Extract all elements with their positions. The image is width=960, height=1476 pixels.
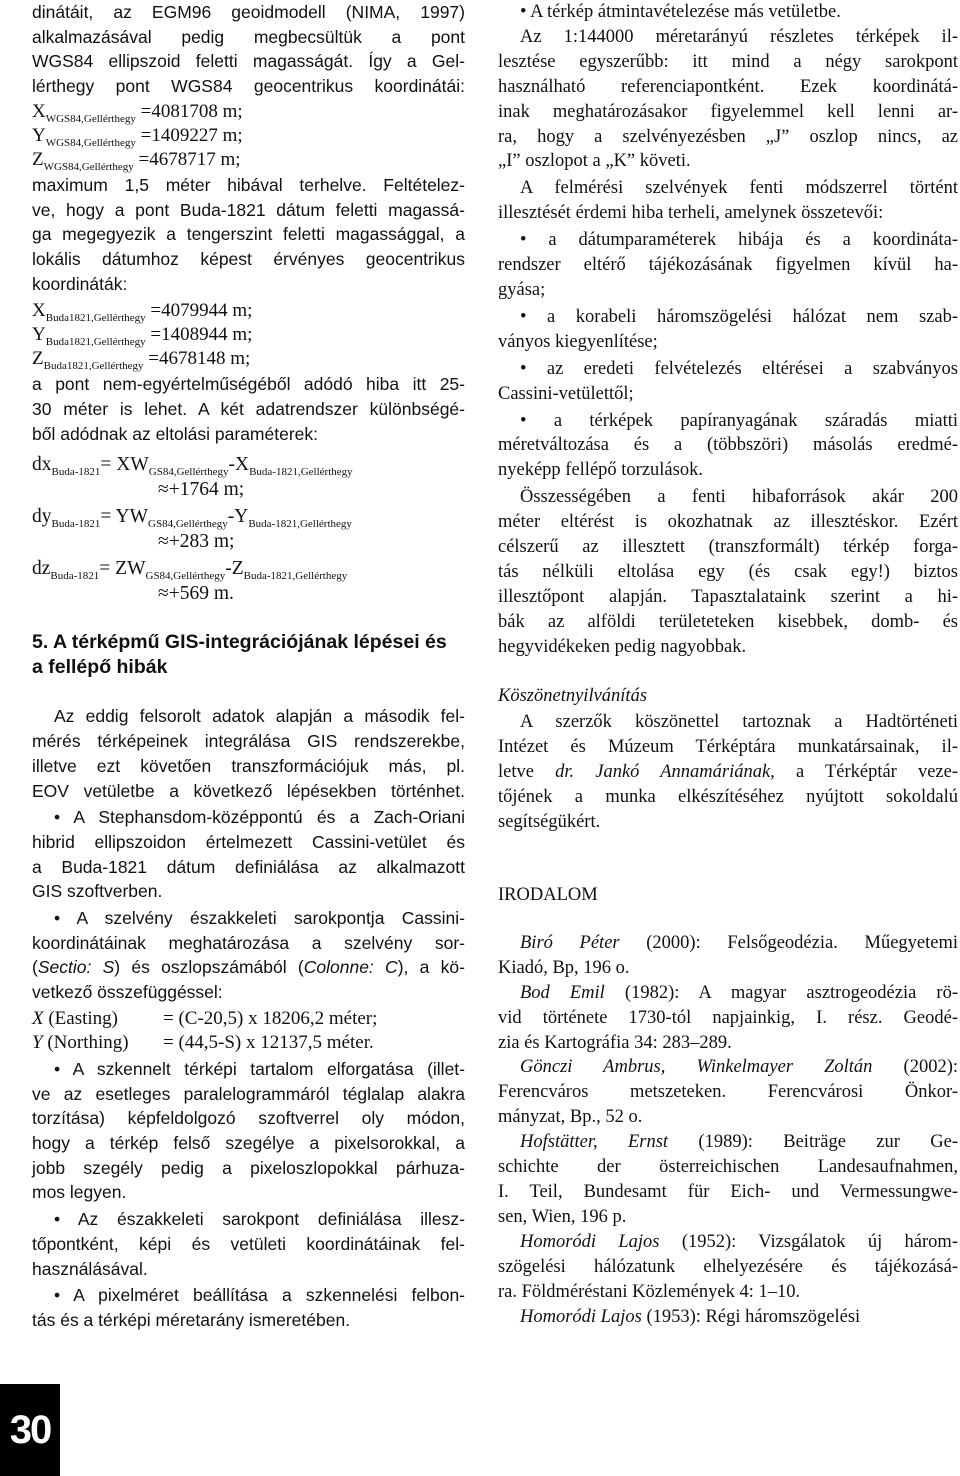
text-line: Kiadó, Bp, 196 o. [498,957,630,978]
text-line: ga megegyezik a tengerszint feletti magassággal, a [32,224,465,245]
bullet-corner-coordinates [32,906,465,1005]
text-line: WGS84 ellipszoid feletti magasságát. Így a Gel- [32,51,465,72]
text-line: illesztését érdemi hiba terheli, amelynek összetevői: [498,203,884,224]
eq-subscript: GS84,Gellérthegy [148,518,228,531]
text-line: hegyvidékeken pedig nagyobbak. [498,636,747,657]
dx-approx: ≈+1764 m; [158,479,245,501]
text-line: vetkező összefüggéssel: [32,982,223,1003]
eq-subscript: GS84,Gellérthegy [148,466,229,479]
section-heading [32,630,465,680]
coord-symbol: Z [32,148,44,170]
text-line: koordináták: [32,273,128,294]
bullet-survey-deviation [498,357,958,407]
text-line: Intézet és Múzeum Térképtára munkatársainak, il- [498,737,958,758]
coord-subscript: Buda1821,Gellérthegy [43,360,144,373]
text-line: alkalmazásával pedig megbecsültük a pont [32,26,465,47]
text-line: Ferencváros metszeteken. Ferencvárosi Önkor- [498,1082,958,1103]
eq-term: -Z [225,558,244,580]
buda-z [32,348,465,373]
text-line [498,1055,958,1080]
text-line [498,1130,958,1155]
text-line: hibrid ellipszoidon értelmezett Cassini-vetület és [32,831,465,852]
text-line: mányzat, Bp., 52 o. [498,1107,643,1128]
summary-paragraph [498,485,958,659]
text-line: ve, hogy a pont Buda-1821 dátum feletti magassá- [32,199,465,220]
text-line: • Az északkeleti sarokpont definiálása illesz- [54,1209,465,1230]
reference-text: (2000): Felsőgeodézia. Műegyetemi [619,932,958,953]
bullet-pixel-size [32,1283,465,1332]
eq-subscript: Buda-1821,Gellérthegy [243,570,348,583]
coord-subscript: Buda1821,Gellérthegy [45,336,146,349]
coord-subscript: Buda1821,Gellérthegy [45,312,146,325]
text-line: célszerű az illesztett (transzformált) térkép forga- [498,537,958,558]
heading-line: 5. A térképmű GIS-integrációjának lépései és [32,631,447,654]
reference-entry [498,931,958,981]
formula-variable: Y [32,1031,43,1053]
eq-subscript: Buda-1821 [51,518,101,531]
reference-text: (1989): Beiträge zur Ge- [668,1132,958,1153]
acknowledgements-paragraph [498,710,958,835]
error-sources-intro [498,176,958,226]
text-line: tőpontként, képi és vetületi koordinátáinak fel- [32,1233,465,1254]
text-line [498,760,958,785]
text-line: koordinátáinak meghatározása a szelvény sor- [32,932,465,953]
text-line: ből adódnak az eltolási paraméterek: [32,423,319,444]
text-line: Az eddig felsorolt adatok alapján a második fel- [54,706,465,727]
text-line: szögelési hálózatunk elhelyezésére és tájékozásá- [498,1256,958,1277]
wgs84-coordinates [32,101,465,171]
coord-value: =4678717 m; [138,148,241,170]
mid-paragraph [32,173,465,297]
reference-author: Biró Péter [520,932,620,953]
reference-text: (1982): A magyar asztrogeodézia rö- [604,982,958,1003]
dz-equation [32,556,465,581]
reference-author: Bod Emil [520,982,605,1003]
text-line: I. Teil, Bundesamt für Eich- und Vermessungwe- [498,1181,958,1202]
text-line: bák az alföldi területeteken kisebbek, domb- és [498,611,958,632]
reference-entry [498,1230,958,1305]
section-intro-paragraph [32,704,465,803]
text-line: inak meghatározásakor figyelemmel kell lenni ar- [498,101,958,122]
acknowledgements-title: Köszönetnyilvánítás [498,685,648,706]
text-span: letve [498,762,556,783]
northing-formula [32,1031,465,1055]
text-span: ) és oszlopszámából ( [114,957,304,978]
text-line: torzítása) képfeldolgozó szoftverrel oly módon, [32,1108,465,1129]
bullet-datum-error [498,228,958,303]
text-span: a Térképtár veze- [774,762,959,783]
reference-author: Gönczi Ambrus, Winkelmayer Zoltán [520,1057,873,1078]
text-line: vid története 1730-tól napjainkig, I. rész. Geodé- [498,1007,958,1028]
left-column [32,0,465,1333]
text-line: GIS szoftverben. [32,881,163,902]
reference-entry [498,981,958,1056]
text-line: • A szkennelt térképi tartalom elforgatása (illet- [54,1058,465,1079]
bullet-resampling [498,0,958,25]
eq-lhs: dy [32,506,52,528]
detailed-maps-paragraph [498,25,958,174]
easting-formula [32,1007,465,1031]
coord-value: =1409227 m; [140,124,243,146]
italic-term: Colonne: C [303,957,398,978]
eq-subscript: Buda-1821 [50,570,100,583]
text-line: hogy a térkép felső szegélye a pixelsorokkal, a [32,1132,465,1153]
eq-subscript: Buda-1821 [51,466,101,479]
text-line: a Buda-1821 dátum definiálása az alkalmazott [32,856,465,877]
text-line: • az eredeti felvételezés eltérései a szabványos [520,358,958,379]
coord-value: =1408944 m; [150,324,253,346]
eq-term: = XW [100,454,149,476]
text-line: dinátáit, az EGM96 geoidmodell (NIMA, 1997) [32,2,465,22]
text-line: „I” oszlopot a „K” követi. [498,151,691,172]
text-span: ( [32,957,38,978]
references-title: IRODALOM [498,885,598,905]
eq-subscript: Buda-1821,Gellérthegy [249,466,353,479]
text-line: mos legyen. [32,1182,127,1203]
buda1821-coordinates [32,300,465,373]
text-line: EOV vetületbe a következő lépésekben történhet. [32,780,465,801]
text-line [498,981,958,1006]
buda-y [32,324,465,349]
eq-term: = ZW [99,558,146,580]
text-line: gyása; [498,279,546,300]
reference-text: (1952): Vizsgálatok új három- [659,1231,958,1252]
page-number: 30 [0,1384,60,1476]
coord-subscript: WGS84,Gellérthegy [43,160,134,173]
text-line: ra. Földméréstani Közlemények 4: 1–10. [498,1281,801,1302]
text-line: • A térkép átmintavételezése más vetületbe. [520,2,841,22]
cassini-formulas [32,1007,465,1055]
reference-entry [498,1130,958,1230]
text-line: • A pixelméret beállítása a szkennelési felbon- [54,1285,465,1306]
bullet-rotation [32,1057,465,1205]
text-line: tás nélküli eltolása egy (és csak egy!) biztos [498,561,958,582]
text-line: méter eltérést is okozhatnak az illesztéskor. Ezért [498,512,958,533]
coord-subscript: WGS84,Gellérthegy [45,136,136,149]
reference-author: Homoródi Lajos [520,1231,660,1252]
italic-name: dr. Jankó Annamáriának, [555,762,775,783]
heading-line: a fellépő hibák [32,656,168,679]
eq-lhs: dx [32,454,52,476]
text-line: lérthegy pont WGS84 geocentrikus koordinátái: [32,76,465,97]
text-line: jobb szegély pedig a pixeloszlopokkal párhuza- [32,1157,465,1178]
wgs84-x [32,101,465,123]
dz-approx: ≈+569 m. [158,583,234,605]
dy-equation [32,504,465,529]
coord-subscript: WGS84,Gellérthegy [45,112,136,125]
text-line: A szerzők köszönettel tartoznak a Hadtörténeti [520,712,958,733]
buda-x [32,300,465,325]
text-line: rendszer eltérő tájékozásának figyelmen kívül ha- [498,255,958,276]
formula-variable: X [32,1007,44,1029]
text-line: 30 méter is lehet. A két adatrendszer különbségé- [32,399,465,420]
eq-term: = YW [100,506,149,528]
text-line: lokális dátumhoz képest érvényes geocentrikus [32,248,465,269]
text-line: zia és Kartográfia 34: 283–289. [498,1032,732,1053]
text-line: A felmérési szelvények fenti módszerrel történt [520,178,958,199]
eq-subscript: Buda-1821,Gellérthegy [248,518,352,531]
text-line [32,955,465,980]
eq-lhs: dz [32,558,51,580]
eq-term: -X [228,454,250,476]
right-column [498,0,958,1329]
italic-term: Sectio: S [37,957,115,978]
text-line: méretváltozása és a (többszöri) másolás eredmé- [498,435,958,456]
text-line: Összességében a fenti hibaforrások akár 200 [520,487,958,508]
after-paragraph [32,372,465,446]
coord-symbol: Y [32,124,46,146]
formula-rhs: = (C-20,5) x 18206,2 méter; [163,1007,378,1029]
coord-value: =4081708 m; [140,100,243,122]
wgs84-y [32,125,465,147]
text-line: • a korabeli háromszögelési hálózat nem szab- [520,306,958,327]
coord-symbol: Y [32,324,46,346]
dy-approx: ≈+283 m; [158,531,235,553]
intro-paragraph [32,0,465,99]
text-line [498,1305,958,1330]
reference-author: Homoródi Lajos [520,1306,642,1327]
text-line: segítségükért. [498,812,601,833]
text-line: lesztése egyszerűbb: itt mind a négy sarokpont [498,51,958,72]
text-line: mérés térképeinek integrálása GIS rendszerekbe, [32,731,465,752]
text-line: ra, hogy a szelvényezésben „J” oszlop nincs, az [498,126,958,147]
text-line: Cassini-vetülettől; [498,383,634,404]
coord-symbol: X [32,300,46,322]
eq-term: -Y [227,506,249,528]
text-line: Az 1:144000 méretarányú részletes térképek il- [520,26,958,47]
references-list [498,931,958,1330]
bullet-network-adjustment [498,305,958,355]
text-line: • a térképek papíranyagának száradás miatti [520,410,958,431]
text-span: ), a kö- [397,957,465,978]
text-line: tőjének a munka elkészítéséhez nyújtott sokoldalú [498,787,958,808]
eq-subscript: GS84,Gellérthegy [145,570,226,583]
text-line [498,931,958,956]
wgs84-z [32,149,465,171]
bullet-tiepoint [32,1207,465,1281]
text-line: sen, Wien, 196 p. [498,1206,627,1227]
shift-parameters [32,452,465,606]
coord-symbol: Z [32,348,44,370]
bullet-paper-distortion [498,409,958,484]
bullet-cassini-definition [32,805,465,904]
text-line [498,1230,958,1255]
text-line: illesztőpont alapján. Tapasztalataink szerint a hi- [498,586,958,607]
text-line: • A szelvény északkeleti sarokpontja Cassini- [54,908,465,929]
text-line: ványos kiegyenlítése; [498,331,658,352]
reference-text: (1953): Régi háromszögelési [641,1306,861,1327]
text-line: a pont nem-egyértelműségéből adódó hiba itt 25- [32,374,465,395]
text-line: • A Stephansdom-középpontú és a Zach-Oriani [54,807,465,828]
text-line: tás és a térképi méretarány ismeretében. [32,1309,351,1330]
formula-label: (Easting) [43,1007,119,1029]
text-line: nyeképp fellépő torzulások. [498,460,703,481]
reference-entry [498,1055,958,1130]
coord-value: =4079944 m; [150,300,253,322]
text-line: illetve ezt követően transzformációjuk más, pl. [32,755,465,776]
text-line: • a dátumparaméterek hibája és a koordináta- [520,230,958,251]
text-line: schichte der österreichischen Landesaufnahmen, [498,1157,958,1178]
reference-text: (2002): [872,1057,958,1078]
reference-author: Hofstätter, Ernst [520,1132,669,1153]
formula-rhs: = (44,5-S) x 12137,5 méter. [163,1031,374,1053]
text-line: maximum 1,5 méter hibával terhelve. Feltételez- [32,174,465,195]
coord-value: =4678148 m; [148,348,251,370]
reference-entry [498,1305,958,1330]
text-line: ve az esetleges paralelogrammáról téglalap alakra [32,1083,465,1104]
text-line: használásával. [32,1258,148,1279]
formula-label: (Northing) [42,1031,129,1053]
text-line: használható referenciapontként. Ezek koordinátá- [498,76,958,97]
coord-symbol: X [32,100,46,122]
dx-equation [32,452,465,477]
